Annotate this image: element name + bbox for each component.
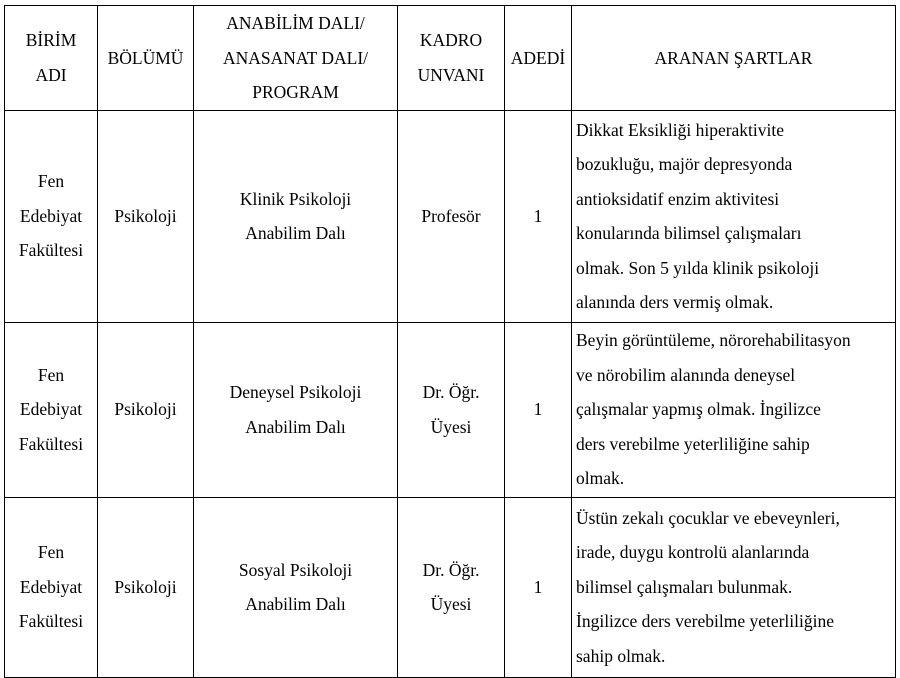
table-row — [5, 497, 896, 677]
header-count: ADEDİ — [505, 6, 572, 111]
table-row — [5, 322, 896, 497]
cell-count: 1 — [505, 322, 572, 497]
header-program: ANABİLİM DALI/ ANASANAT DALI/ PROGRAM — [194, 6, 398, 111]
cell-unit: Fen Edebiyat Fakültesi — [5, 322, 98, 497]
cell-requirements: Üstün zekalı çocuklar ve ebeveynleri, irade, duygu kontrolü alanlarında bilimsel çalışmaları bulunmak. İngilizce ders verebilme yeterliliğine sahip olmak. — [572, 497, 896, 677]
header-unit-name: BİRİM ADI — [5, 6, 98, 111]
header-department: BÖLÜMÜ — [98, 6, 194, 111]
cell-unit: Fen Edebiyat Fakültesi — [5, 497, 98, 677]
cell-requirements: Beyin görüntüleme, nörorehabilitasyon ve nörobilim alanında deneysel çalışmalar yapmış olmak. İngilizce ders verebilme yeterliliğine sahip olmak. — [572, 322, 896, 497]
header-requirements: ARANAN ŞARTLAR — [572, 6, 896, 111]
cell-program: Klinik Psikoloji Anabilim Dalı — [194, 110, 398, 322]
table-row — [5, 110, 896, 322]
staff-positions-table — [4, 5, 896, 678]
cell-requirements: Dikkat Eksikliği hiperaktivite bozukluğu, majör depresyonda antioksidatif enzim aktivitesi konularında bilimsel çalışmaları olmak. Son 5 yılda klinik psikoloji alanında ders vermiş olmak. — [572, 110, 896, 322]
cell-position-title: Profesör — [398, 110, 505, 322]
cell-department: Psikoloji — [98, 497, 194, 677]
cell-unit: Fen Edebiyat Fakültesi — [5, 110, 98, 322]
cell-count: 1 — [505, 110, 572, 322]
cell-department: Psikoloji — [98, 322, 194, 497]
cell-count: 1 — [505, 497, 572, 677]
cell-position-title: Dr. Öğr. Üyesi — [398, 322, 505, 497]
cell-program: Sosyal Psikoloji Anabilim Dalı — [194, 497, 398, 677]
cell-department: Psikoloji — [98, 110, 194, 322]
cell-program: Deneysel Psikoloji Anabilim Dalı — [194, 322, 398, 497]
cell-position-title: Dr. Öğr. Üyesi — [398, 497, 505, 677]
header-position-title: KADRO UNVANI — [398, 6, 505, 111]
table-header-row — [5, 6, 896, 111]
